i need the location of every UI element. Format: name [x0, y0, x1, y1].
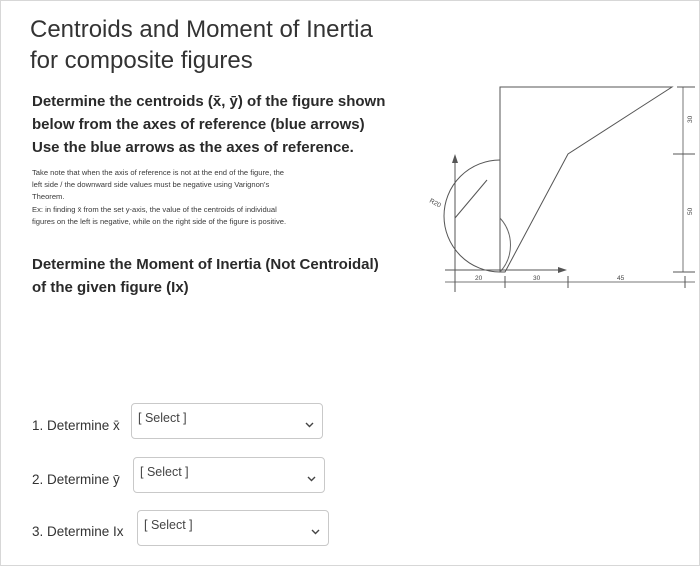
note-line: Ex: in finding x̄ from the set y-axis, the value of the centroids of individual [32, 204, 277, 214]
figure-outline [500, 87, 672, 272]
question-centroid [32, 90, 407, 159]
select-value: [ Select ] [140, 465, 189, 479]
semicircle-outline [444, 160, 500, 272]
dim-right-1: 30 [687, 115, 694, 123]
dim-bottom-2: 30 [533, 275, 541, 282]
select-x-bar[interactable] [131, 403, 323, 439]
chevron-down-icon [305, 415, 314, 433]
question-line: Determine the centroids (x̄, ȳ) of the figure shown [32, 93, 386, 110]
title-line: for composite figures [30, 47, 253, 74]
answer-label: 2. Determine ȳ [32, 472, 120, 487]
dim-right-2: 50 [687, 207, 694, 215]
radius-label: R20 [428, 197, 442, 210]
page-title [30, 14, 373, 76]
question-line: of the given figure (Ix) [32, 279, 189, 296]
x-axis-arrow [558, 267, 567, 273]
y-axis-arrow [452, 154, 458, 163]
answer-label: 3. Determine Ix [32, 524, 124, 539]
instruction-note [32, 167, 402, 228]
title-line: Centroids and Moment of Inertia [30, 16, 373, 43]
dim-bottom-3: 45 [617, 275, 625, 282]
chevron-down-icon [307, 469, 316, 487]
radius-line [455, 180, 487, 218]
select-value: [ Select ] [138, 411, 187, 425]
dim-bottom-1: 20 [475, 275, 483, 282]
note-line: Take note that when the axis of reference is not at the end of the figure, the [32, 168, 285, 177]
composite-figure [405, 70, 695, 302]
question-moment-of-inertia [32, 253, 407, 299]
chevron-down-icon [311, 522, 320, 540]
answer-label: 1. Determine x̄ [32, 418, 120, 433]
question-line: below from the axes of reference (blue arrows) [32, 116, 365, 133]
select-y-bar[interactable] [133, 457, 325, 493]
select-value: [ Select ] [144, 518, 193, 532]
note-line: Theorem. [32, 192, 65, 202]
note-line: figures on the left is negative, while on the right side of the figure is positive. [32, 216, 287, 226]
select-ix[interactable] [137, 510, 329, 546]
question-line: Determine the Moment of Inertia (Not Centroidal) [32, 256, 379, 273]
question-line: Use the blue arrows as the axes of reference. [32, 139, 354, 156]
note-line: left side / the downward side values must be negative using Varignon's [32, 180, 270, 190]
